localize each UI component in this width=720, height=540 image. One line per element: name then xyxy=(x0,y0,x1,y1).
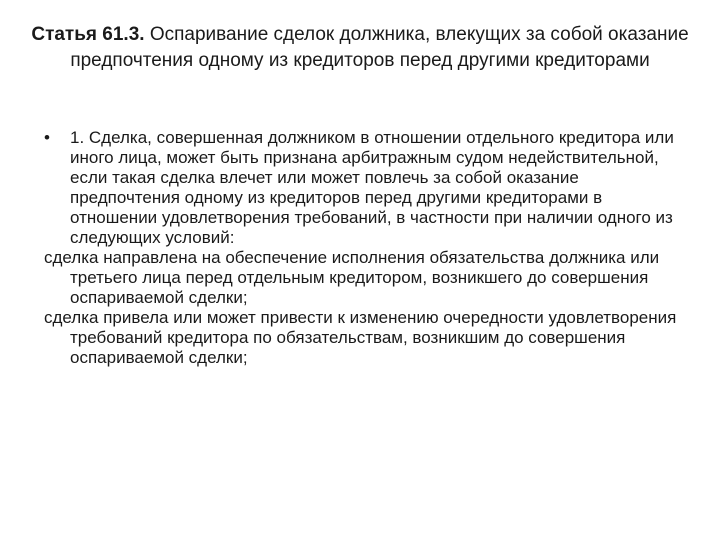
bullet-icon: • xyxy=(44,128,50,147)
article-heading: Оспаривание сделок должника, влекущих за собой оказание предпочтения одному из кредиторов перед другими кредиторами xyxy=(70,24,689,71)
bullet-text: 1. Сделка, совершенная должником в отношении отдельного кредитора или иного лица, может быть признана арбитражным судом недействительной, если такая сделка влечет или может повлечь за собой оказание предпочтения одному из кредиторов перед другими кредиторами в отношении удовлетворения требований, в частности при наличии одного из следующих условий: xyxy=(70,128,674,247)
condition-paragraph: сделка направлена на обеспечение исполнения обязательства должника или третьего лица перед отдельным кредитором, возникшего до совершения оспариваемой сделки; xyxy=(44,248,660,307)
bullet-item xyxy=(44,128,684,248)
article-number: Статья 61.3. xyxy=(31,24,145,45)
slide-title xyxy=(30,22,690,74)
condition-paragraph: сделка привела или может привести к изменению очередности удовлетворения требований кредитора по обязательствам, возникшим до совершения оспариваемой сделки; xyxy=(44,308,677,367)
slide-body xyxy=(44,128,684,368)
